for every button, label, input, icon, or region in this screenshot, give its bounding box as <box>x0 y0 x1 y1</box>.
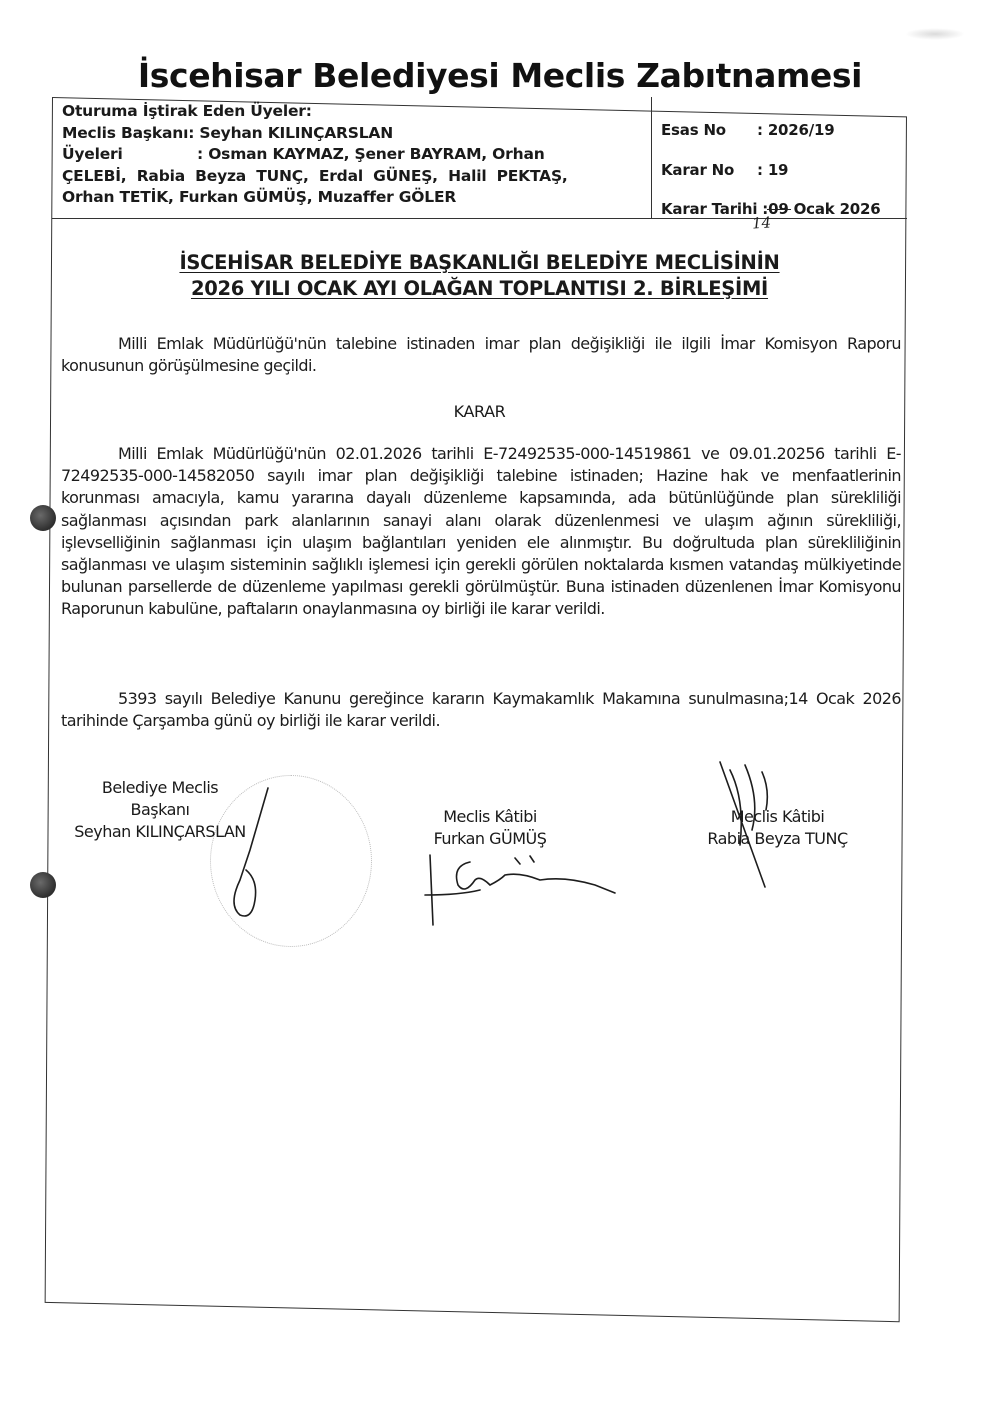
chair-sig-name: Seyhan KILINÇARSLAN <box>74 822 246 841</box>
esas-no-value: : 2026/19 <box>757 121 835 139</box>
intro-paragraph: Milli Emlak Müdürlüğü'nün talebine istinaden imar plan değişikliği ile ilgili İmar Komisyon Raporu konusunun görüşülmesine geçildi. <box>61 334 901 376</box>
karar-tarihi-struck-day: 09 <box>768 200 789 218</box>
chair-sig-title-2: Başkanı <box>130 800 190 819</box>
session-heading-line-1: İSCEHİSAR BELEDİYE BAŞKANLIĞI BELEDİYE MECLİSİNİN <box>179 251 780 274</box>
closing-paragraph: 5393 sayılı Belediye Kanunu gereğince kararın Kaymakamlık Makamına sunulmasına;14 Ocak 2026 tarihinde Çarşamba günü oy birliği ile karar verildi. <box>61 689 901 731</box>
karar-no-value: : 19 <box>757 161 789 179</box>
clerk2-signature-stroke <box>720 762 767 887</box>
attendance-heading: Oturuma İştirak Eden Üyeler: <box>62 102 312 120</box>
members-line-3: Orhan TETİK, Furkan GÜMÜŞ, Muzaffer GÖLER <box>62 188 457 206</box>
karar-tarihi-label: Karar Tarihi : <box>661 200 769 218</box>
hole-punch-bottom <box>30 872 56 898</box>
chair-sig-title-1: Belediye Meclis <box>101 778 219 797</box>
karar-tarihi-value: Ocak 2026 <box>793 200 881 218</box>
session-heading-line-2: 2026 YILI OCAK AYI OLAĞAN TOPLANTISI 2. BİRLEŞİMİ <box>190 277 769 300</box>
chair-signature-stroke <box>234 788 268 916</box>
clerk1-sig-name: Furkan GÜMÜŞ <box>433 829 547 848</box>
hole-punch-top <box>30 505 56 531</box>
members-line-2: ÇELEBİ, Rabia Beyza TUNÇ, Erdal GÜNEŞ, Halil PEKTAŞ, <box>62 166 568 185</box>
decision-paragraph: Milli Emlak Müdürlüğü'nün 02.01.2026 tarihli E-72492535-000-14519861 ve 09.01.20256 tarihli E-72492535-000-14582050 sayılı imar plan değişikliği talebine istinaden; Hazine hak ve menfaatlerinin korunması amacıyla, kamu yararına dayalı düzenleme kapsamında, ada bütünlüğünde plan sürekliliği sağlanması açısından park alanlarının sanayi alanı olarak düzenlenmesi ve ulaşım ağının sürekliliği, işlevselliğinin sağlanması için ulaşım bağlantıları yeniden ele alınmıştır. Bu doğrultuda plan sürekliliğinin sağlanması ve ulaşım sisteminin sağlıklı işlemesi için gerekli görülen noktalarda kısmen vatandaş mülkiyetinde bulunan parsellerde de düzenleme yapılması gerekli görülmüştür. Buna istinaden düzenlenen İmar Komisyonu Raporunun kabulüne, paftaların onaylanmasına oy birliği ile karar verildi. <box>61 444 901 619</box>
esas-no-label: Esas No <box>661 121 726 139</box>
karar-label: KARAR <box>453 402 506 421</box>
clerk1-signature-stroke <box>425 855 615 925</box>
karar-no-label: Karar No <box>661 161 735 179</box>
chair-name: Seyhan KILINÇARSLAN <box>199 123 394 142</box>
clerk2-sig-name: Rabia Beyza TUNÇ <box>707 829 848 848</box>
chair-label: Meclis Başkanı: <box>62 123 195 142</box>
clerk1-sig-title: Meclis Kâtibi <box>443 807 537 826</box>
handwritten-date-correction: 14 <box>751 213 772 233</box>
document-title: İscehisar Belediyesi Meclis Zabıtnamesi <box>137 56 863 95</box>
members-label: Üyeleri <box>62 145 123 163</box>
clerk2-sig-title: Meclis Kâtibi <box>730 807 825 826</box>
members-line-1: : Osman KAYMAZ, Şener BAYRAM, Orhan <box>197 145 545 163</box>
